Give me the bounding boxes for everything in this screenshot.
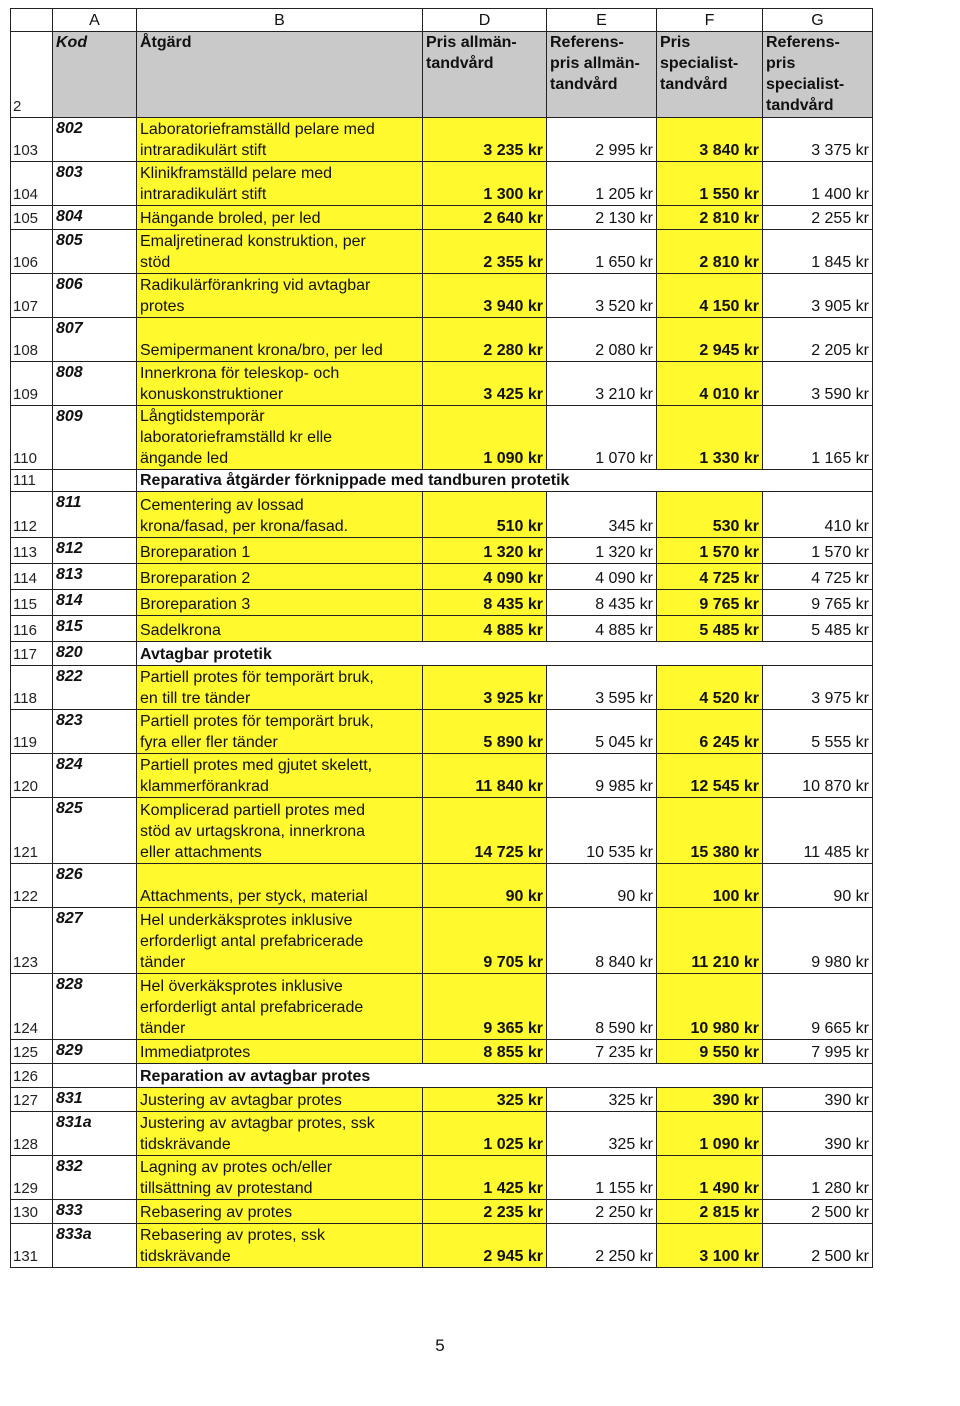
- row-number: 130: [11, 1200, 53, 1224]
- price-specialist-cell: 2 810 kr: [657, 230, 763, 274]
- code-cell: 802: [53, 118, 137, 162]
- description-cell: Emaljretinerad konstruktion, per stöd: [137, 230, 423, 274]
- code-cell: 831a: [53, 1112, 137, 1156]
- reference-specialist-cell: 2 500 kr: [763, 1200, 873, 1224]
- row-number: 120: [11, 754, 53, 798]
- column-header-g: G: [763, 9, 873, 32]
- price-general-cell: 9 365 kr: [423, 974, 547, 1040]
- header-ref-allman: Referens- pris allmän- tandvård: [547, 32, 657, 118]
- code-cell: 806: [53, 274, 137, 318]
- reference-general-cell: 2 080 kr: [547, 318, 657, 362]
- reference-general-cell: 8 840 kr: [547, 908, 657, 974]
- row-number: 114: [11, 564, 53, 590]
- code-cell: 824: [53, 754, 137, 798]
- reference-specialist-cell: 1 400 kr: [763, 162, 873, 206]
- table-row: [11, 318, 873, 362]
- description-cell: Hel överkäksprotes inklusive erforderligt antal prefabricerade tänder: [137, 974, 423, 1040]
- reference-specialist-cell: 11 485 kr: [763, 798, 873, 864]
- table-row: [11, 1064, 873, 1088]
- price-general-cell: 1 320 kr: [423, 538, 547, 564]
- table-row: [11, 162, 873, 206]
- column-header-d: D: [423, 9, 547, 32]
- price-general-cell: 2 945 kr: [423, 1224, 547, 1268]
- price-general-cell: 5 890 kr: [423, 710, 547, 754]
- reference-general-cell: 1 205 kr: [547, 162, 657, 206]
- table-row: [11, 1200, 873, 1224]
- reference-general-cell: 325 kr: [547, 1112, 657, 1156]
- code-cell: [53, 470, 137, 492]
- table-row: [11, 1224, 873, 1268]
- price-specialist-cell: 9 550 kr: [657, 1040, 763, 1064]
- header-pris-allman: Pris allmän- tandvård: [423, 32, 547, 118]
- reference-specialist-cell: 3 905 kr: [763, 274, 873, 318]
- reference-specialist-cell: 2 205 kr: [763, 318, 873, 362]
- reference-general-cell: 1 070 kr: [547, 406, 657, 470]
- description-cell: Hängande broled, per led: [137, 206, 423, 230]
- reference-general-cell: 2 995 kr: [547, 118, 657, 162]
- header-ref-specialist: Referens- pris specialist- tandvård: [763, 32, 873, 118]
- header-atgard: Åtgärd: [137, 32, 423, 118]
- description-cell: Sadelkrona: [137, 616, 423, 642]
- price-specialist-cell: 100 kr: [657, 864, 763, 908]
- row-number: 108: [11, 318, 53, 362]
- price-general-cell: 3 940 kr: [423, 274, 547, 318]
- description-cell: Broreparation 3: [137, 590, 423, 616]
- code-cell: 833: [53, 1200, 137, 1224]
- price-specialist-cell: 6 245 kr: [657, 710, 763, 754]
- code-cell: 827: [53, 908, 137, 974]
- reference-specialist-cell: 390 kr: [763, 1088, 873, 1112]
- code-cell: 829: [53, 1040, 137, 1064]
- price-general-cell: 11 840 kr: [423, 754, 547, 798]
- reference-general-cell: 9 985 kr: [547, 754, 657, 798]
- code-cell: 828: [53, 974, 137, 1040]
- table-row: [11, 206, 873, 230]
- row-number: 125: [11, 1040, 53, 1064]
- reference-specialist-cell: 9 980 kr: [763, 908, 873, 974]
- table-row: [11, 710, 873, 754]
- code-cell: 812: [53, 538, 137, 564]
- code-cell: 823: [53, 710, 137, 754]
- price-specialist-cell: 2 810 kr: [657, 206, 763, 230]
- code-cell: 803: [53, 162, 137, 206]
- reference-general-cell: 2 130 kr: [547, 206, 657, 230]
- price-specialist-cell: 12 545 kr: [657, 754, 763, 798]
- reference-specialist-cell: 90 kr: [763, 864, 873, 908]
- header-kod: Kod: [53, 32, 137, 118]
- reference-specialist-cell: 1 165 kr: [763, 406, 873, 470]
- code-cell: 813: [53, 564, 137, 590]
- row-number: 107: [11, 274, 53, 318]
- price-general-cell: 9 705 kr: [423, 908, 547, 974]
- description-cell: Partiell protes med gjutet skelett, klammerförankrad: [137, 754, 423, 798]
- code-cell: 808: [53, 362, 137, 406]
- code-cell: 831: [53, 1088, 137, 1112]
- table-row: [11, 406, 873, 470]
- row-number: 105: [11, 206, 53, 230]
- table-row: [11, 908, 873, 974]
- table-row: [11, 1088, 873, 1112]
- reference-general-cell: 7 235 kr: [547, 1040, 657, 1064]
- table-row: [11, 492, 873, 538]
- table-row: [11, 1040, 873, 1064]
- row-number: 118: [11, 666, 53, 710]
- table-row: [11, 590, 873, 616]
- reference-specialist-cell: 1 845 kr: [763, 230, 873, 274]
- code-cell: 809: [53, 406, 137, 470]
- description-cell: Komplicerad partiell protes med stöd av urtagskrona, innerkrona eller attachments: [137, 798, 423, 864]
- price-general-cell: 14 725 kr: [423, 798, 547, 864]
- row-number: 121: [11, 798, 53, 864]
- price-specialist-cell: 3 100 kr: [657, 1224, 763, 1268]
- description-cell: Innerkrona för teleskop- och konuskonstruktioner: [137, 362, 423, 406]
- price-specialist-cell: 1 550 kr: [657, 162, 763, 206]
- page-number: 5: [435, 1336, 445, 1355]
- description-cell: Cementering av lossad krona/fasad, per krona/fasad.: [137, 492, 423, 538]
- reference-specialist-cell: 2 255 kr: [763, 206, 873, 230]
- price-specialist-cell: 4 010 kr: [657, 362, 763, 406]
- price-specialist-cell: 3 840 kr: [657, 118, 763, 162]
- reference-specialist-cell: 410 kr: [763, 492, 873, 538]
- code-cell: [53, 1064, 137, 1088]
- row-number: 113: [11, 538, 53, 564]
- description-cell: Radikulärförankring vid avtagbar protes: [137, 274, 423, 318]
- price-general-cell: 2 235 kr: [423, 1200, 547, 1224]
- reference-general-cell: 10 535 kr: [547, 798, 657, 864]
- price-specialist-cell: 10 980 kr: [657, 974, 763, 1040]
- column-header-a: A: [53, 9, 137, 32]
- price-general-cell: 1 025 kr: [423, 1112, 547, 1156]
- table-row: [11, 470, 873, 492]
- code-cell: 833a: [53, 1224, 137, 1268]
- description-cell: Broreparation 1: [137, 538, 423, 564]
- table-row: [11, 538, 873, 564]
- row-number: 127: [11, 1088, 53, 1112]
- description-cell: Lagning av protes och/eller tillsättning av protestand: [137, 1156, 423, 1200]
- price-specialist-cell: 11 210 kr: [657, 908, 763, 974]
- reference-specialist-cell: 3 590 kr: [763, 362, 873, 406]
- code-cell: 815: [53, 616, 137, 642]
- table-row: [11, 666, 873, 710]
- row-number: 103: [11, 118, 53, 162]
- description-cell: Justering av avtagbar protes, ssk tidskrävande: [137, 1112, 423, 1156]
- description-cell: Partiell protes för temporärt bruk, fyra eller fler tänder: [137, 710, 423, 754]
- code-cell: 811: [53, 492, 137, 538]
- reference-general-cell: 90 kr: [547, 864, 657, 908]
- table-row: [11, 864, 873, 908]
- description-cell: Laboratorieframställd pelare med intraradikulärt stift: [137, 118, 423, 162]
- price-specialist-cell: 5 485 kr: [657, 616, 763, 642]
- code-cell: 804: [53, 206, 137, 230]
- description-cell: Partiell protes för temporärt bruk, en till tre tänder: [137, 666, 423, 710]
- description-cell: Justering av avtagbar protes: [137, 1088, 423, 1112]
- price-general-cell: 1 300 kr: [423, 162, 547, 206]
- price-general-cell: 3 425 kr: [423, 362, 547, 406]
- table-row: [11, 118, 873, 162]
- header-row: [11, 32, 873, 118]
- row-number: 128: [11, 1112, 53, 1156]
- price-specialist-cell: 15 380 kr: [657, 798, 763, 864]
- price-general-cell: 510 kr: [423, 492, 547, 538]
- price-specialist-cell: 9 765 kr: [657, 590, 763, 616]
- section-title: Reparation av avtagbar protes: [137, 1064, 873, 1088]
- reference-specialist-cell: 10 870 kr: [763, 754, 873, 798]
- reference-general-cell: 4 090 kr: [547, 564, 657, 590]
- code-cell: 822: [53, 666, 137, 710]
- price-general-cell: 4 090 kr: [423, 564, 547, 590]
- reference-general-cell: 345 kr: [547, 492, 657, 538]
- row-number: 115: [11, 590, 53, 616]
- column-header-b: B: [137, 9, 423, 32]
- table-row: [11, 754, 873, 798]
- reference-general-cell: 3 210 kr: [547, 362, 657, 406]
- price-general-cell: 1 425 kr: [423, 1156, 547, 1200]
- reference-general-cell: 8 590 kr: [547, 974, 657, 1040]
- table-row: [11, 642, 873, 666]
- reference-specialist-cell: 3 975 kr: [763, 666, 873, 710]
- table-row: [11, 274, 873, 318]
- column-header-row: [11, 9, 873, 32]
- price-general-cell: 3 235 kr: [423, 118, 547, 162]
- price-specialist-cell: 4 150 kr: [657, 274, 763, 318]
- code-cell: 814: [53, 590, 137, 616]
- table-row: [11, 362, 873, 406]
- description-cell: Långtidstemporär laboratorieframställd kr elle ängande led: [137, 406, 423, 470]
- row-number: 111: [11, 470, 53, 492]
- price-specialist-cell: 1 490 kr: [657, 1156, 763, 1200]
- table-row: [11, 1156, 873, 1200]
- price-table: [10, 8, 873, 1268]
- reference-specialist-cell: 9 765 kr: [763, 590, 873, 616]
- reference-specialist-cell: 7 995 kr: [763, 1040, 873, 1064]
- row-number: 129: [11, 1156, 53, 1200]
- reference-general-cell: 8 435 kr: [547, 590, 657, 616]
- row-number: 122: [11, 864, 53, 908]
- reference-general-cell: 5 045 kr: [547, 710, 657, 754]
- reference-general-cell: 1 320 kr: [547, 538, 657, 564]
- price-specialist-cell: 4 520 kr: [657, 666, 763, 710]
- reference-specialist-cell: 9 665 kr: [763, 974, 873, 1040]
- price-general-cell: 8 435 kr: [423, 590, 547, 616]
- reference-general-cell: 2 250 kr: [547, 1224, 657, 1268]
- row-number: 123: [11, 908, 53, 974]
- row-number: 126: [11, 1064, 53, 1088]
- price-general-cell: 8 855 kr: [423, 1040, 547, 1064]
- reference-general-cell: 1 650 kr: [547, 230, 657, 274]
- row-number: 106: [11, 230, 53, 274]
- price-specialist-cell: 530 kr: [657, 492, 763, 538]
- price-specialist-cell: 4 725 kr: [657, 564, 763, 590]
- reference-specialist-cell: 5 555 kr: [763, 710, 873, 754]
- table-row: [11, 616, 873, 642]
- price-general-cell: 2 280 kr: [423, 318, 547, 362]
- row-number: 109: [11, 362, 53, 406]
- description-cell: Semipermanent krona/bro, per led: [137, 318, 423, 362]
- column-header-f: F: [657, 9, 763, 32]
- reference-specialist-cell: 1 280 kr: [763, 1156, 873, 1200]
- code-cell: 825: [53, 798, 137, 864]
- price-general-cell: 4 885 kr: [423, 616, 547, 642]
- price-specialist-cell: 390 kr: [657, 1088, 763, 1112]
- reference-specialist-cell: 5 485 kr: [763, 616, 873, 642]
- reference-general-cell: 4 885 kr: [547, 616, 657, 642]
- section-title: Avtagbar protetik: [137, 642, 873, 666]
- row-number: 117: [11, 642, 53, 666]
- reference-general-cell: 325 kr: [547, 1088, 657, 1112]
- price-general-cell: 1 090 kr: [423, 406, 547, 470]
- price-specialist-cell: 2 945 kr: [657, 318, 763, 362]
- reference-specialist-cell: 2 500 kr: [763, 1224, 873, 1268]
- code-cell: 820: [53, 642, 137, 666]
- reference-specialist-cell: 1 570 kr: [763, 538, 873, 564]
- row-number: 119: [11, 710, 53, 754]
- reference-general-cell: 3 520 kr: [547, 274, 657, 318]
- price-general-cell: 2 640 kr: [423, 206, 547, 230]
- row-number: 110: [11, 406, 53, 470]
- row-number: 104: [11, 162, 53, 206]
- price-specialist-cell: 1 090 kr: [657, 1112, 763, 1156]
- reference-specialist-cell: 4 725 kr: [763, 564, 873, 590]
- description-cell: Hel underkäksprotes inklusive erforderligt antal prefabricerade tänder: [137, 908, 423, 974]
- corner-cell: [11, 9, 53, 32]
- price-general-cell: 325 kr: [423, 1088, 547, 1112]
- column-header-e: E: [547, 9, 657, 32]
- code-cell: 832: [53, 1156, 137, 1200]
- code-cell: 826: [53, 864, 137, 908]
- description-cell: Rebasering av protes: [137, 1200, 423, 1224]
- description-cell: Rebasering av protes, ssk tidskrävande: [137, 1224, 423, 1268]
- row-number: 124: [11, 974, 53, 1040]
- table-row: [11, 798, 873, 864]
- description-cell: Broreparation 2: [137, 564, 423, 590]
- row-number: 131: [11, 1224, 53, 1268]
- header-pris-specialist: Pris specialist- tandvård: [657, 32, 763, 118]
- price-general-cell: 2 355 kr: [423, 230, 547, 274]
- table-row: [11, 564, 873, 590]
- price-specialist-cell: 2 815 kr: [657, 1200, 763, 1224]
- price-general-cell: 3 925 kr: [423, 666, 547, 710]
- price-specialist-cell: 1 570 kr: [657, 538, 763, 564]
- reference-general-cell: 1 155 kr: [547, 1156, 657, 1200]
- description-cell: Immediatprotes: [137, 1040, 423, 1064]
- price-specialist-cell: 1 330 kr: [657, 406, 763, 470]
- price-general-cell: 90 kr: [423, 864, 547, 908]
- code-cell: 807: [53, 318, 137, 362]
- reference-specialist-cell: 390 kr: [763, 1112, 873, 1156]
- row-number: 116: [11, 616, 53, 642]
- code-cell: 805: [53, 230, 137, 274]
- row-number: 2: [11, 32, 53, 118]
- reference-general-cell: 2 250 kr: [547, 1200, 657, 1224]
- reference-general-cell: 3 595 kr: [547, 666, 657, 710]
- description-cell: Klinikframställd pelare med intraradikulärt stift: [137, 162, 423, 206]
- table-row: [11, 1112, 873, 1156]
- row-number: 112: [11, 492, 53, 538]
- description-cell: Attachments, per styck, material: [137, 864, 423, 908]
- reference-specialist-cell: 3 375 kr: [763, 118, 873, 162]
- table-row: [11, 974, 873, 1040]
- section-title: Reparativa åtgärder förknippade med tandburen protetik: [137, 470, 873, 492]
- table-row: [11, 230, 873, 274]
